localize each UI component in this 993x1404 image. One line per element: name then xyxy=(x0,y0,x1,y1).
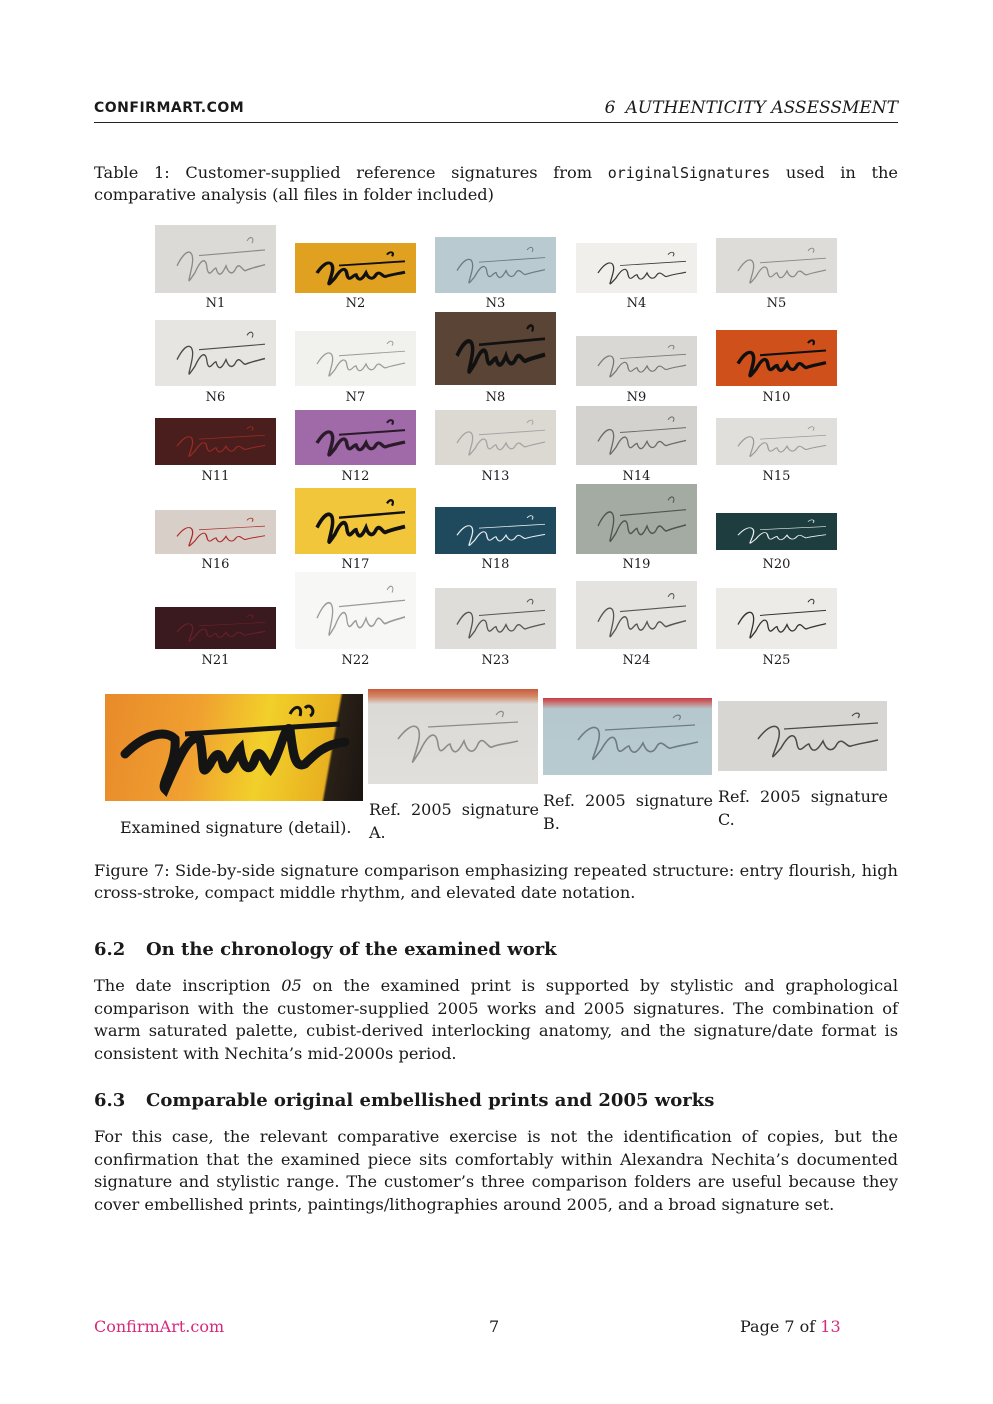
table-caption xyxy=(94,162,898,206)
thumbnail-label: N18 xyxy=(481,557,510,572)
examined-signature-caption: Examined signature (detail). xyxy=(120,818,352,837)
reference-signature-c-image xyxy=(718,701,887,771)
thumbnail-label: N8 xyxy=(485,390,506,405)
signature-thumbnail xyxy=(716,330,837,386)
signature-thumbnail xyxy=(295,488,416,554)
table-caption-prefix: Table 1: Customer-supplied reference signatures from xyxy=(94,163,593,182)
section-title: Comparable original embellished prints and 2005 works xyxy=(146,1090,715,1111)
section-number: 6.3 xyxy=(94,1090,126,1111)
signature-stroke xyxy=(435,588,556,649)
thumbnail-label: N6 xyxy=(205,390,226,405)
signature-stroke xyxy=(576,336,697,386)
paragraph-text: on the examined print is supported by stylistic and graphological comparison with the customer-supplied 2005 works and 2005 signatures. The combination of warm saturated palette, cubist-derived interlocking anatomy, and the signature/date format is consistent with Nechita’s mid-2000s period. xyxy=(94,976,898,1063)
signature-stroke xyxy=(435,410,556,465)
header-rule xyxy=(94,122,898,123)
thumbnail-label: N14 xyxy=(622,469,651,484)
thumbnail-label: N2 xyxy=(345,296,366,311)
signature-thumbnail xyxy=(435,312,556,385)
thumbnail-label: N5 xyxy=(766,296,787,311)
signature-stroke xyxy=(576,484,697,554)
examined-signature-stroke xyxy=(105,694,363,801)
signature-thumbnail xyxy=(576,484,697,554)
thumbnail-label: N21 xyxy=(201,653,230,668)
thumbnail-label: N7 xyxy=(345,390,366,405)
section-6-2-paragraph xyxy=(94,975,898,1065)
signature-stroke xyxy=(295,331,416,386)
thumbnail-label: N13 xyxy=(481,469,510,484)
figure-caption: Figure 7: Side-by-side signature comparison emphasizing repeated structure: entry flourish, high cross-stroke, compact middle rhythm, and elevated date notation. xyxy=(94,861,898,902)
thumbnail-label: N15 xyxy=(762,469,791,484)
thumbnail-label: N9 xyxy=(626,390,647,405)
thumbnail-label: N12 xyxy=(341,469,370,484)
footer-page-count xyxy=(740,1317,841,1336)
signature-thumbnail xyxy=(155,225,276,293)
signature-stroke xyxy=(716,513,837,550)
signature-stroke xyxy=(155,418,276,465)
thumbnail-label: N11 xyxy=(201,469,230,484)
signature-stroke xyxy=(435,237,556,293)
page-total-link[interactable]: 13 xyxy=(820,1317,841,1336)
signature-stroke xyxy=(295,243,416,293)
signature-thumbnail xyxy=(576,581,697,649)
signature-stroke xyxy=(576,406,697,465)
signature-thumbnail xyxy=(435,588,556,649)
thumbnail-label: N22 xyxy=(341,653,370,668)
section-heading-6-2 xyxy=(94,939,557,960)
section-heading-6-3 xyxy=(94,1090,714,1111)
running-header xyxy=(605,98,898,118)
reference-signature-b-caption: Ref. 2005 signature B. xyxy=(543,791,713,833)
section-6-3-paragraph: For this case, the relevant comparative exercise is not the identification of copies, but the confirmation that the examined piece sits comfortably within Alexandra Nechita’s documented signature and stylistic range. The customer’s three comparison folders are useful because they cover embellished prints, paintings/lithographies around 2005, and a broad signature set. xyxy=(94,1127,898,1214)
thumbnail-label: N20 xyxy=(762,557,791,572)
signature-thumbnail xyxy=(435,237,556,293)
thumbnail-label: N10 xyxy=(762,390,791,405)
signature-thumbnail xyxy=(155,418,276,465)
thumbnail-label: N23 xyxy=(481,653,510,668)
reference-signature-c-caption: Ref. 2005 signature C. xyxy=(718,787,888,829)
reference-signature-a-stroke xyxy=(368,689,538,784)
signature-stroke xyxy=(295,488,416,554)
header-section-number: 6 xyxy=(604,98,616,118)
signature-thumbnail xyxy=(576,336,697,386)
section-number: 6.2 xyxy=(94,939,126,960)
reference-signature-b-image xyxy=(543,698,712,775)
signature-stroke xyxy=(716,238,837,293)
signature-thumbnail xyxy=(295,331,416,386)
paragraph-text: The date inscription xyxy=(94,976,282,995)
signature-stroke xyxy=(576,581,697,649)
signature-thumbnail xyxy=(155,607,276,649)
footer-site-link[interactable]: ConfirmArt.com xyxy=(94,1317,225,1336)
signature-thumbnail xyxy=(435,507,556,554)
signature-stroke xyxy=(716,588,837,649)
signature-thumbnail xyxy=(716,238,837,293)
signature-stroke xyxy=(155,320,276,386)
signature-thumbnail xyxy=(576,243,697,293)
thumbnail-label: N24 xyxy=(622,653,651,668)
signature-thumbnail xyxy=(295,243,416,293)
signature-stroke xyxy=(716,330,837,386)
signature-stroke xyxy=(155,607,276,649)
reference-signature-a-caption: Ref. 2005 signature A. xyxy=(369,800,539,842)
signature-thumbnail xyxy=(155,510,276,554)
signature-stroke xyxy=(155,225,276,293)
signature-stroke xyxy=(435,507,556,554)
table-caption-code: originalSignatures xyxy=(607,164,771,182)
reference-signature-b-stroke xyxy=(543,698,712,775)
thumbnail-label: N4 xyxy=(626,296,647,311)
thumbnail-label: N1 xyxy=(205,296,226,311)
signature-stroke xyxy=(576,243,697,293)
signature-thumbnail xyxy=(295,572,416,649)
thumbnail-label: N19 xyxy=(622,557,651,572)
header-section-title: AUTHENTICITY ASSESSMENT xyxy=(625,98,898,118)
signature-stroke xyxy=(295,410,416,465)
thumbnail-label: N16 xyxy=(201,557,230,572)
signature-thumbnail xyxy=(716,418,837,465)
signature-thumbnail xyxy=(295,410,416,465)
footer-page-number: 7 xyxy=(489,1317,500,1336)
thumbnail-label: N3 xyxy=(485,296,506,311)
thumbnail-label: N25 xyxy=(762,653,791,668)
signature-thumbnail xyxy=(435,410,556,465)
examined-signature-image xyxy=(105,694,363,801)
signature-stroke xyxy=(155,510,276,554)
signature-thumbnail xyxy=(716,513,837,550)
date-inscription: 05 xyxy=(281,976,302,995)
reference-signature-c-stroke xyxy=(718,701,887,771)
signature-thumbnail xyxy=(716,588,837,649)
signature-thumbnail xyxy=(576,406,697,465)
table-caption-suffix: used in the comparative analysis (all files in folder included) xyxy=(94,163,898,204)
section-title: On the chronology of the examined work xyxy=(146,939,557,960)
signature-thumbnail xyxy=(155,320,276,386)
reference-signature-a-image xyxy=(368,689,538,784)
signature-stroke xyxy=(716,418,837,465)
page-count-prefix: Page 7 of xyxy=(740,1317,816,1336)
signature-stroke xyxy=(435,312,556,385)
signature-stroke xyxy=(295,572,416,649)
thumbnail-label: N17 xyxy=(341,557,370,572)
header-brand: CONFIRMART.COM xyxy=(94,100,245,116)
